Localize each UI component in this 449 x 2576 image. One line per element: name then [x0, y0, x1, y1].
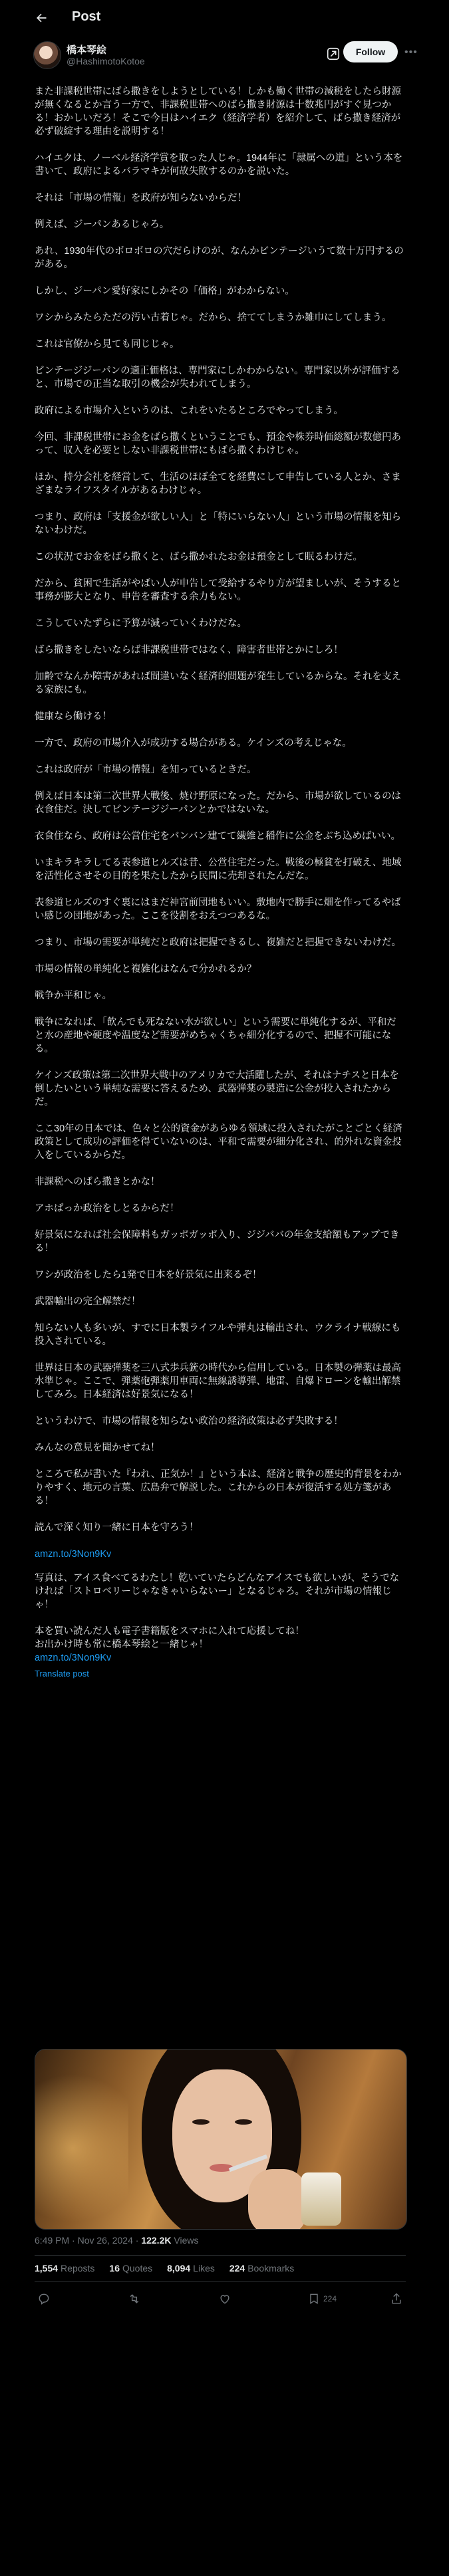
bookmark-button[interactable]: [307, 2292, 337, 2305]
post-paragraph: 世界は日本の武器弾薬を三八式歩兵銃の時代から信用している。日本製の弾薬は最高水準じゃ。ここで、弾薬砲弾薬用車両に無線誘導弾、地雷、自爆ドローンを輸出解禁してみろ。日本経済は好景気になる！: [35, 1363, 401, 1400]
repost-icon: [128, 2292, 141, 2305]
author-name[interactable]: 橋本琴絵: [67, 45, 107, 56]
meta-separator: ·: [132, 2235, 142, 2246]
repost-button[interactable]: [128, 2292, 141, 2305]
views-count: 122.2K: [141, 2235, 172, 2246]
post-meta: [35, 2235, 198, 2246]
post-paragraph: みんなの意見を聞かせてね！: [35, 1443, 160, 1453]
post-timestamp[interactable]: 6:49 PM · Nov 26, 2024: [35, 2235, 133, 2246]
book-link[interactable]: amzn.to/3Non9Kv: [35, 1549, 112, 1560]
reply-icon: [37, 2292, 51, 2305]
post-paragraph: ところで私が書いた『われ、正気か！』という本は、経済と戦争の歴史的背景をわかりやすく、地元の言葉、広島弁で解説した。これからの日本が復活する処方箋がある！: [35, 1469, 402, 1506]
share-button[interactable]: [390, 2292, 403, 2305]
post-paragraph: 政府による市場介入というのは、これをいたるところでやってしまう。: [35, 406, 343, 416]
more-options-icon[interactable]: •••: [404, 47, 418, 58]
share-icon: [390, 2292, 403, 2305]
post-paragraph: ハイエクは、ノーベル経済学賞を取った人じゃ。1944年に「隷属への道」という本を書いて、政府によるバラマキが何故失敗するのかを説いた。: [35, 153, 403, 177]
engagement-stats: [35, 2263, 406, 2274]
post-paragraph: 武器輸出の完全解禁だ！: [35, 1296, 141, 1307]
bookmark-count: 224: [323, 2294, 337, 2303]
post-paragraph: いまキラキラしてる表参道ヒルズは昔、公営住宅だった。戦後の極貧を打破え、地域を活性化させその目的を果たしたから民間に売却されたんだな。: [35, 858, 402, 881]
author-handle[interactable]: @HashimotoKotoe: [67, 56, 145, 66]
bookmark-icon: [307, 2292, 321, 2305]
post-paragraph: ほか、持分会社を経営して、生活のほぼ全てを経費にして申告している人とか、さまざまなライフスタイルがあるわけじゃ。: [35, 472, 401, 496]
post-paragraph: 健康なら働ける！: [35, 711, 112, 722]
bookmarks-stat[interactable]: 224 Bookmarks: [229, 2263, 295, 2274]
quotes-stat[interactable]: 16 Quotes: [109, 2263, 153, 2274]
action-bar: [35, 2289, 406, 2309]
likes-stat[interactable]: 8,094 Likes: [167, 2263, 215, 2274]
heart-icon: [218, 2292, 231, 2305]
author-header: [33, 41, 418, 74]
post-paragraph: だから、貧困で生活がやばい人が申告して受給するやり方が望ましいが、そうすると事務が膨大となり、申告を審査する余力もない。: [35, 578, 401, 602]
post-paragraph: これは政府が「市場の情報」を知っているときだ。: [35, 764, 257, 775]
post-paragraph: 衣食住なら、政府は公営住宅をバンバン建てて繊維と稲作に公金をぶち込めばいい。: [35, 831, 400, 842]
post-paragraph: つまり、市場の需要が単純だと政府は把握できるし、複雑だと把握できないわけだ。: [35, 937, 401, 948]
post-paragraph: ケインズ政策は第二次世界大戦中のアメリカで大活躍したが、それはナチスと日本を倒したいという単純な需要に答えるため、武器弾薬の製造に公金が投入されたからだ。: [35, 1070, 399, 1108]
like-button[interactable]: [218, 2292, 231, 2305]
follow-button[interactable]: Follow: [343, 41, 398, 62]
post-paragraph: 例えば、ジーパンあるじゃろ。: [35, 219, 170, 230]
translate-post-link[interactable]: Translate post: [35, 1669, 89, 1679]
post-body: [35, 85, 404, 1685]
post-paragraph: また非課税世帯にばら撒きをしようとしている！しかも働く世帯の減税をしたら財源が無くなるとか言う一方で、非課税世帯へのばら撒き財源は十数兆円がすぐ見つかる！おかしいだろ！そこで今日はハイエク（経済学者）を紹介して、ばら撒き経済が必ず破綻する理由を説明する！: [35, 86, 401, 137]
post-paragraph: つまり、政府は「支援金が欲しい人」と「特にいらない人」という市場の情報を知らないわけだ。: [35, 512, 401, 536]
post-paragraph: こうしていたずらに予算が減っていくわけだな。: [35, 618, 247, 629]
page-title: Post: [72, 9, 101, 24]
post-paragraph: 戦争になれば、「飲んでも死なない水が欲しい」という需要に単純化するが、平和だと水の産地や硬度や温度など需要がめちゃくちゃ細分化するので、把握不可能になる。: [35, 1017, 396, 1054]
book-link[interactable]: amzn.to/3Non9Kv: [35, 1653, 112, 1663]
views-label: Views: [174, 2235, 199, 2246]
post-paragraph: 市場の情報の単純化と複雑化はなんで分かれるか？: [35, 964, 257, 975]
post-paragraph: 写真は、アイス食べてるわたし！乾いていたらどんなアイスでも欲しいが、そうでなければ「ストロベリーじゃなきゃいらないー」となるじゃろ。それが市場の情報じゃ！: [35, 1573, 400, 1610]
post-paragraph: 本を買い読んだ人も電子書籍版をスマホに入れて応援してね！ お出かけ時も常に橋本琴絵と一緒じゃ！: [35, 1626, 305, 1650]
post-photo[interactable]: [35, 2049, 407, 2230]
back-arrow-icon[interactable]: [35, 11, 48, 25]
post-paragraph: というわけで、市場の情報を知らない政治の経済政策は必ず失敗する！: [35, 1416, 343, 1427]
post-paragraph: 一方で、政府の市場介入が成功する場合がある。ケインズの考えじゃな。: [35, 738, 352, 749]
post-paragraph: 非課税へのばら撒きとかな！: [35, 1177, 160, 1187]
reply-button[interactable]: [37, 2292, 51, 2305]
post-paragraph: 知らない人も多いが、すでに日本製ライフルや弾丸は輸出され、ウクライナ戦線にも投入されている。: [35, 1323, 401, 1347]
post-paragraph: 読んで深く知り一緒に日本を守ろう！: [35, 1522, 199, 1533]
post-paragraph: アホばっか政治をしとるからだ！: [35, 1203, 180, 1214]
post-paragraph: 戦争か平和じゃ。: [35, 991, 112, 1001]
post-paragraph: それは「市場の情報」を政府が知らないからだ！: [35, 193, 247, 203]
post-paragraph: 今回、非課税世帯にお金をばら撒くということでも、預金や株券時価総額が数億円あって、収入を必要としない非課税世帯にもばら撒くわけじゃ。: [35, 432, 401, 456]
post-paragraphs: [35, 85, 404, 1534]
post-paragraph: ここ30年の日本では、色々と公的資金があらゆる領域に投入されたがことごとく経済政策として成功の評価を得ていないのは、平和で需要が細分化され、的外れな資金投入をしているからだ。: [35, 1123, 402, 1161]
top-bar: [0, 0, 449, 35]
post-paragraph: しかし、ジーパン愛好家にしかその「価格」がわからない。: [35, 286, 295, 296]
divider: [35, 2255, 406, 2256]
post-paragraph: これは官僚から見ても同じじゃ。: [35, 339, 180, 350]
post-paragraph: ワシが政治をしたら1発で日本を好景気に出来るぞ！: [35, 1270, 262, 1280]
post-paragraph: 表参道ヒルズのすぐ裏にはまだ神宮前団地もいい。敷地内で勝手に畑を作ってるやばい感じの団地があった。ここを役割をおえつつあるな。: [35, 897, 401, 921]
post-paragraph: 好景気になれば社会保障料もガッポガッポ入り、ジジババの年金支給額もアップできる！: [35, 1230, 400, 1254]
post-paragraph: 加齢でなんか障害があれば間違いなく経済的問題が発生しているからな。それを支える家族にも。: [35, 671, 401, 695]
post-paragraph: ばら撒きをしたいならば非課税世帯ではなく、障害者世帯とかにしろ！: [35, 645, 343, 655]
reposts-stat[interactable]: 1,554 Reposts: [35, 2263, 95, 2274]
post-paragraph: ワシからみたらただの汚い古着じゃ。だから、捨ててしまうか雑巾にしてしまう。: [35, 312, 392, 323]
post-paragraph: この状況でお金をばら撒くと、ばら撒かれたお金は預金として眠るわけだ。: [35, 552, 363, 562]
avatar[interactable]: [33, 41, 61, 69]
grok-icon[interactable]: [326, 47, 341, 61]
post-paragraph: ビンテージジーパンの適正価格は、専門家にしかわからない。専門家以外が評価すると、市場での正当な取引の機会が失われてしまう。: [35, 366, 400, 390]
post-paragraph: 例えば日本は第二次世界大戦後、焼け野原になった。だから、市場が欲しているのは衣食住だ。決してビンテージジーパンとかではないな。: [35, 791, 401, 815]
post-paragraph: あれ、1930年代のボロボロの穴だらけのが、なんかビンテージいうて数十万円するのがある。: [35, 246, 404, 270]
